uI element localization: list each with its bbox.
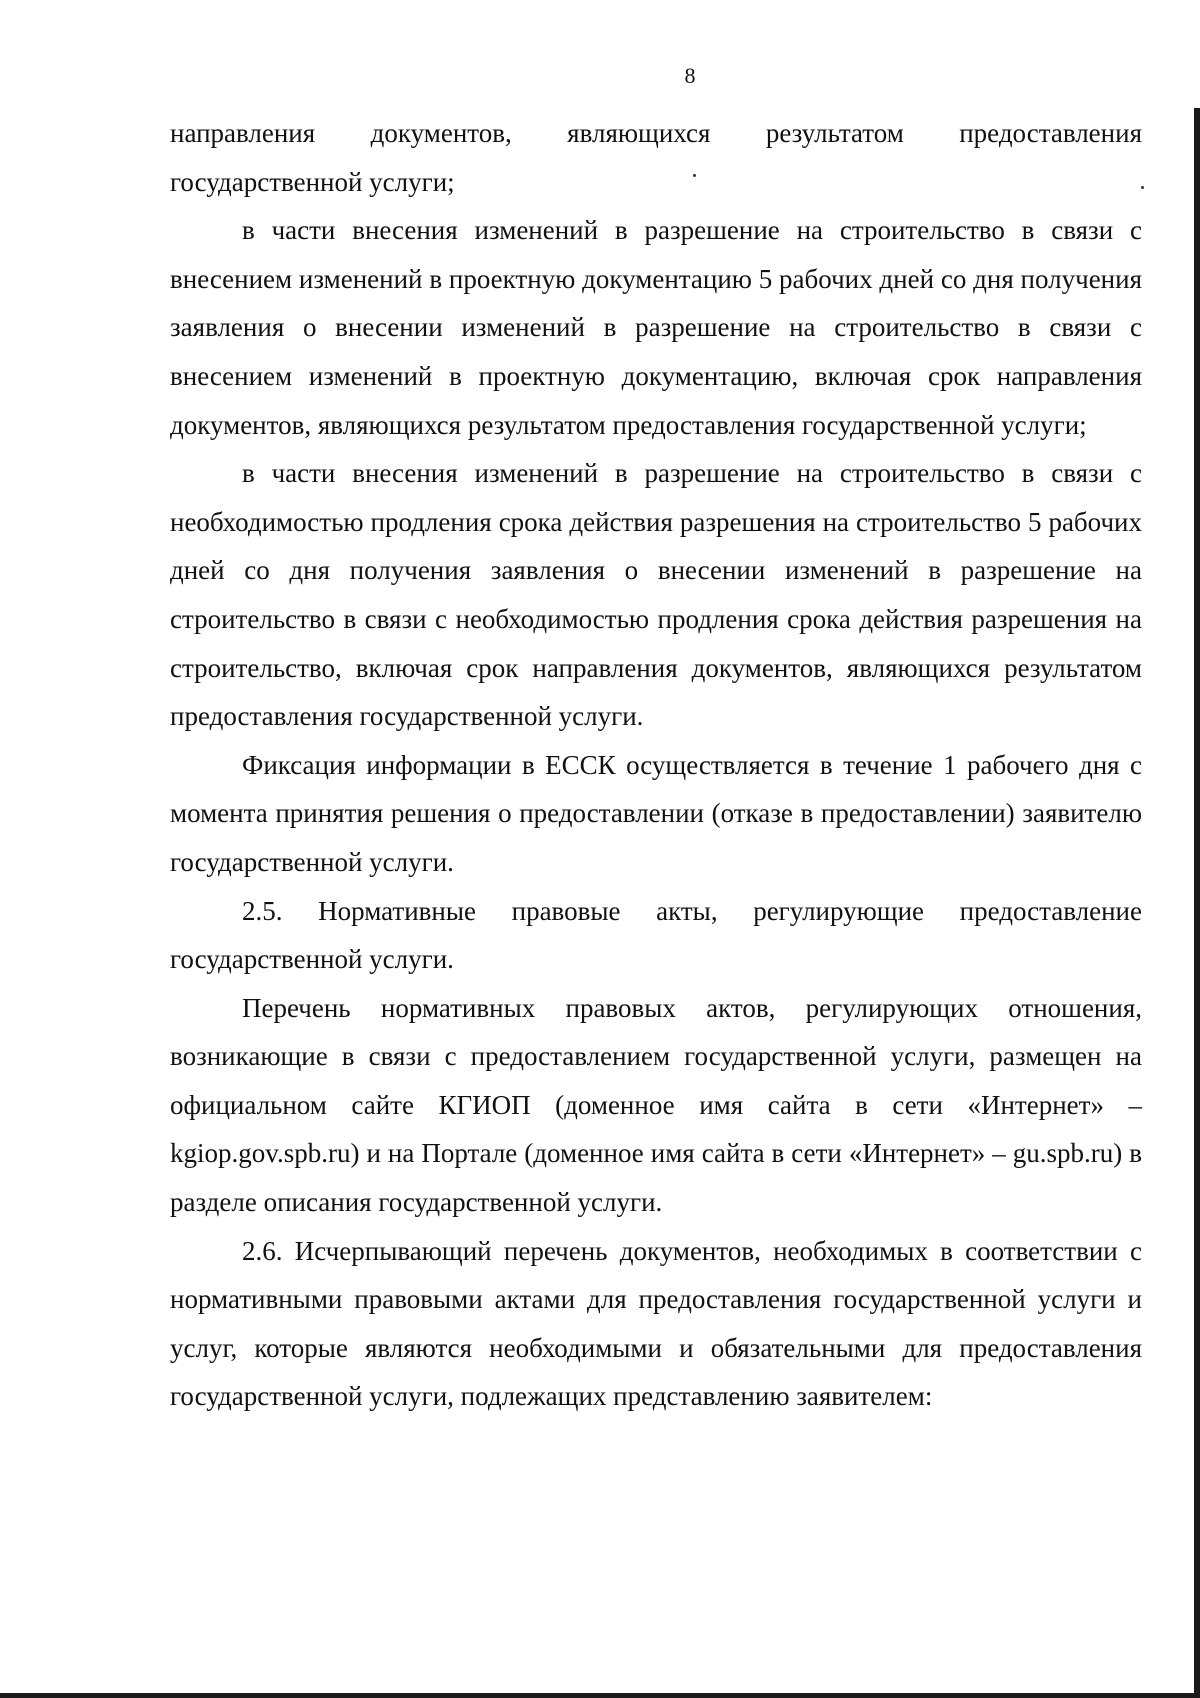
scan-speck [693, 174, 696, 177]
document-body [170, 109, 1142, 1421]
paragraph-3: в части внесения изменений в разрешение на строительство в связи с необходимостью продления срока действия разрешения на строительство 5 рабочих дней со дня получения заявления о внесении изменений в разрешение на строительство в связи с необходимостью продления срока действия разрешения на строительство, включая срок направления документов, являющихся результатом предоставления государственной услуги. [170, 458, 1142, 732]
paragraph-2: в части внесения изменений в разрешение на строительство в связи с внесением изменений в проектную документацию 5 рабочих дней со дня получения заявления о внесении изменений в разрешение на строительство в связи с внесением изменений в проектную документацию, включая срок направления документов, являющихся результатом предоставления государственной услуги; [170, 215, 1142, 440]
page-number: 8 [684, 63, 696, 88]
scan-border-bottom [0, 1693, 1200, 1698]
paragraph-6: Перечень нормативных правовых актов, регулирующих отношения, возникающие в связи с предоставлением государственной услуги, размещен на официальном сайте КГИОП (доменное имя сайта в сети «Интернет» – kgiop.gov.spb.ru) и на Портале (доменное имя сайта в сети «Интернет» – gu.spb.ru) в разделе описания государственной услуги. [170, 992, 1142, 1218]
scan-speck [1141, 186, 1144, 189]
scan-border-right [1194, 108, 1200, 1698]
paragraph-4: Фиксация информации в ЕССК осуществляется в течение 1 рабочего дня с момента принятия решения о предоставлении (отказе в предоставлении) заявителю государственной услуги. [170, 749, 1142, 877]
paragraph-5: 2.5. Нормативные правовые акты, регулирующие предоставление государственной услуги. [170, 895, 1142, 975]
paragraph-1: направления документов, являющихся результатом предоставления государственной услуги; [170, 118, 1142, 197]
paragraph-7: 2.6. Исчерпывающий перечень документов, необходимых в соответствии с нормативными правовыми актами для предоставления государственной услуги и услуг, которые являются необходимыми и обязательными для предоставления государственной услуги, подлежащих представлению заявителем: [170, 1235, 1142, 1412]
